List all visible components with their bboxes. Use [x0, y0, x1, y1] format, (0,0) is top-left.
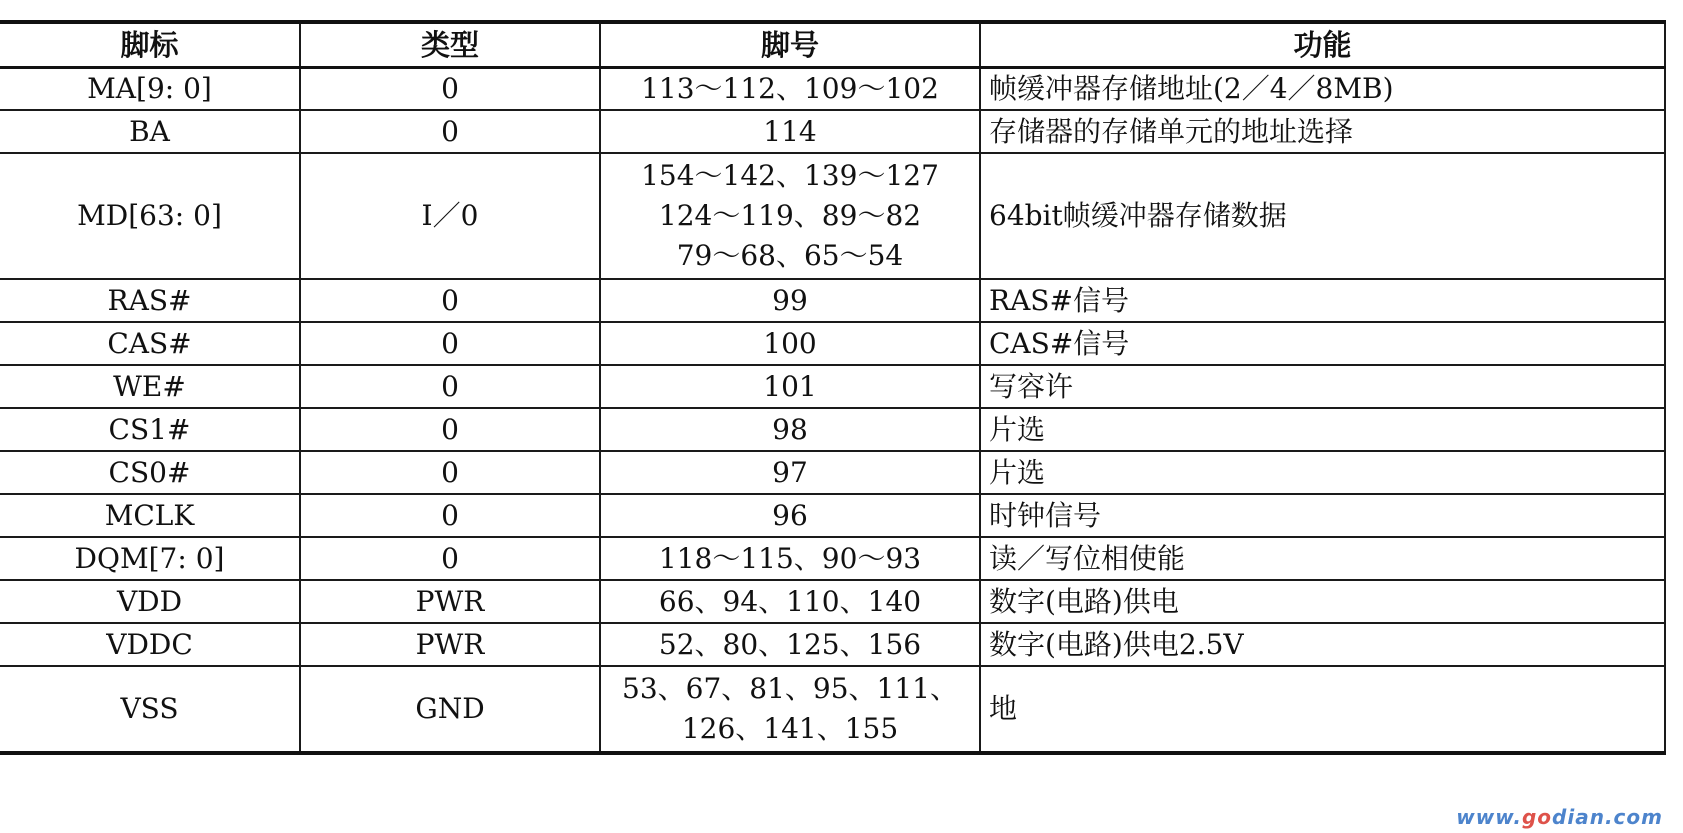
cell-pin-name: VDD — [0, 580, 300, 623]
cell-pin-numbers — [600, 537, 980, 580]
pin-number-line: 101 — [763, 369, 817, 403]
table-body — [0, 67, 1665, 753]
header-type: 类型 — [300, 22, 600, 67]
cell-pin-name: CS1# — [0, 408, 300, 451]
cell-pin-numbers — [600, 580, 980, 623]
pin-number-line: 98 — [772, 412, 808, 446]
table-row — [0, 408, 1665, 451]
header-row — [0, 22, 1665, 67]
pin-number-line: 154～142、139～127 — [641, 159, 939, 192]
header-pin-name: 脚标 — [0, 22, 300, 67]
cell-pin-name: MCLK — [0, 494, 300, 537]
pin-function-table — [0, 20, 1666, 755]
pin-number-line: 52、80、125、156 — [658, 627, 922, 661]
cell-pin-name: VSS — [0, 666, 300, 753]
cell-pin-numbers — [600, 153, 980, 279]
table-header — [0, 22, 1665, 67]
cell-pin-numbers — [600, 408, 980, 451]
cell-type: 0 — [300, 365, 600, 408]
cell-type: 0 — [300, 494, 600, 537]
table-row — [0, 580, 1665, 623]
table-row — [0, 279, 1665, 322]
cell-function: 片选 — [980, 451, 1665, 494]
table-row — [0, 110, 1665, 153]
cell-pin-name: MD[63: 0] — [0, 153, 300, 279]
cell-type: PWR — [300, 580, 600, 623]
table-row — [0, 451, 1665, 494]
cell-pin-numbers — [600, 451, 980, 494]
cell-function: 时钟信号 — [980, 494, 1665, 537]
cell-type: GND — [300, 666, 600, 753]
cell-pin-numbers — [600, 67, 980, 110]
cell-pin-name: MA[9: 0] — [0, 67, 300, 110]
cell-function: 帧缓冲器存储地址(2／4／8MB) — [980, 67, 1665, 110]
cell-pin-numbers — [600, 666, 980, 753]
cell-function: 写容许 — [980, 365, 1665, 408]
header-function: 功能 — [980, 22, 1665, 67]
header-pin-number: 脚号 — [600, 22, 980, 67]
watermark-prefix: www. — [1456, 805, 1522, 829]
cell-pin-name: CS0# — [0, 451, 300, 494]
cell-pin-numbers — [600, 494, 980, 537]
table-row — [0, 537, 1665, 580]
pin-number-line: 114 — [763, 114, 817, 148]
cell-type: PWR — [300, 623, 600, 666]
cell-type: 0 — [300, 451, 600, 494]
cell-function: CAS#信号 — [980, 322, 1665, 365]
pin-number-line: 118～115、90～93 — [658, 541, 922, 575]
cell-pin-numbers — [600, 279, 980, 322]
cell-function: 存储器的存储单元的地址选择 — [980, 110, 1665, 153]
pin-table-container — [0, 20, 1665, 755]
cell-pin-numbers — [600, 623, 980, 666]
pin-number-line: 124～119、89～82 — [658, 199, 922, 232]
cell-function: 64bit帧缓冲器存储数据 — [980, 153, 1665, 279]
cell-pin-name: BA — [0, 110, 300, 153]
pin-number-line: 126、141、155 — [681, 712, 899, 745]
cell-type: 0 — [300, 322, 600, 365]
cell-type: I／0 — [300, 153, 600, 279]
cell-function: 数字(电路)供电 — [980, 580, 1665, 623]
pin-number-line: 97 — [772, 455, 808, 489]
pin-number-line: 66、94、110、140 — [658, 584, 922, 618]
watermark-rest: dian.com — [1552, 805, 1663, 829]
pin-number-line: 53、67、81、95、111、 — [622, 672, 958, 705]
pin-number-line: 96 — [772, 498, 808, 532]
cell-type: 0 — [300, 67, 600, 110]
cell-function: 读／写位相使能 — [980, 537, 1665, 580]
cell-pin-numbers — [600, 322, 980, 365]
table-row — [0, 67, 1665, 110]
cell-pin-name: WE# — [0, 365, 300, 408]
cell-pin-numbers — [600, 110, 980, 153]
table-row — [0, 322, 1665, 365]
pin-number-line: 99 — [772, 283, 808, 317]
watermark-accent: go — [1521, 805, 1553, 829]
pin-number-line: 113～112、109～102 — [641, 71, 939, 105]
cell-pin-name: VDDC — [0, 623, 300, 666]
pin-number-line: 79～68、65～54 — [676, 239, 904, 272]
pin-number-line: 100 — [763, 326, 817, 360]
cell-type: 0 — [300, 537, 600, 580]
cell-type: 0 — [300, 279, 600, 322]
table-row — [0, 666, 1665, 753]
table-row — [0, 365, 1665, 408]
cell-function: 数字(电路)供电2.5V — [980, 623, 1665, 666]
cell-pin-name: RAS# — [0, 279, 300, 322]
table-row — [0, 494, 1665, 537]
cell-type: 0 — [300, 408, 600, 451]
cell-function: RAS#信号 — [980, 279, 1665, 322]
table-row — [0, 153, 1665, 279]
cell-function: 片选 — [980, 408, 1665, 451]
site-watermark — [1456, 805, 1663, 829]
cell-pin-name: CAS# — [0, 322, 300, 365]
cell-function: 地 — [980, 666, 1665, 753]
cell-type: 0 — [300, 110, 600, 153]
cell-pin-name: DQM[7: 0] — [0, 537, 300, 580]
cell-pin-numbers — [600, 365, 980, 408]
table-row — [0, 623, 1665, 666]
